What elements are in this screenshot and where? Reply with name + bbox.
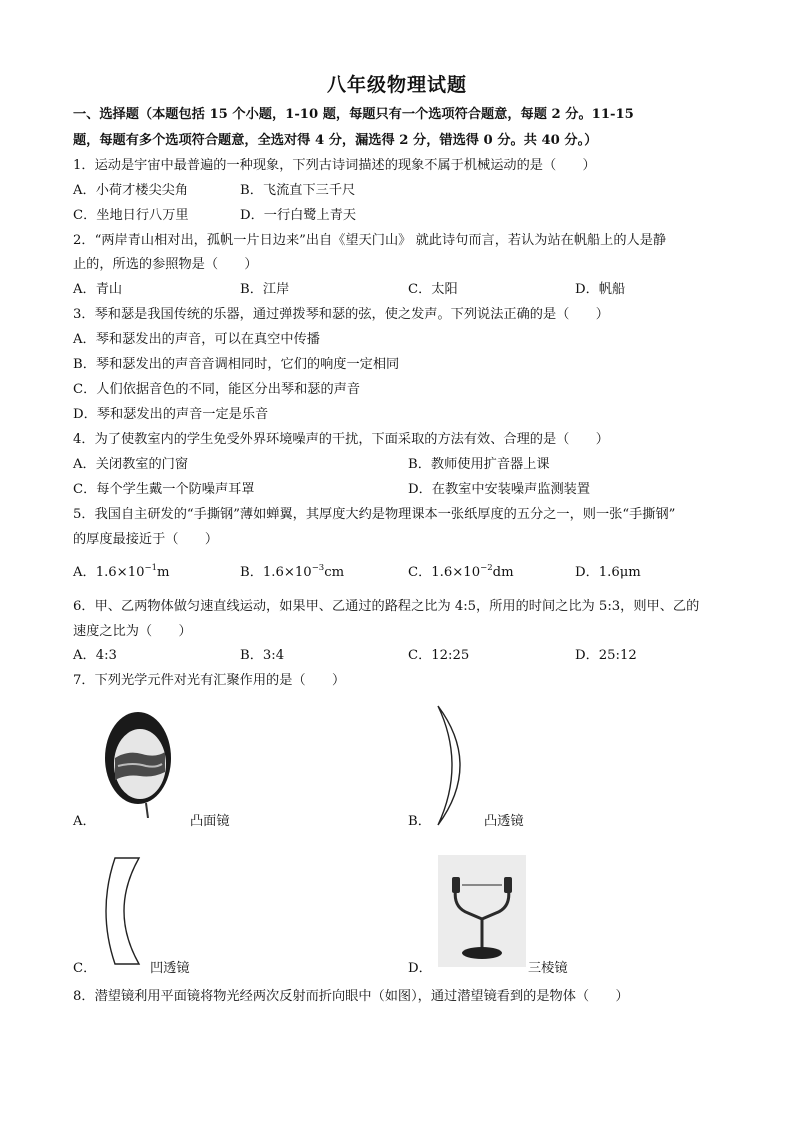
convex-lens-figure <box>430 703 480 828</box>
q4-option-c: C．每个学生戴一个防噪声耳罩 <box>73 482 255 497</box>
q3-stem: 3．琴和瑟是我国传统的乐器，通过弹拨琴和瑟的弦，使之发声。下列说法正确的是（ ） <box>73 307 609 322</box>
q7-option-b-caption: 凸透镜 <box>484 814 524 829</box>
q7-option-c-letter: C． <box>73 961 97 976</box>
convex-mirror-figure <box>98 706 182 818</box>
q6-option-a: A．4:3 <box>73 648 117 663</box>
q1-option-b: B．飞流直下三千尺 <box>240 183 356 198</box>
q2-option-a: A．青山 <box>73 282 123 297</box>
q7-option-c-caption: 凹透镜 <box>150 961 190 976</box>
q2-stem-line-1: 2．“两岸青山相对出，孤帆一片日边来”出自《望天门山》 就此诗句而言，若认为站在帆船上的人是静 <box>73 233 667 248</box>
concave-lens-figure <box>95 855 143 967</box>
q8-stem: 8．潜望镜利用平面镜将物光经两次反射而折向眼中（如图），通过潜望镜看到的是物体（ ） <box>73 989 629 1004</box>
q4-option-b: B．教师使用扩音器上课 <box>408 457 550 472</box>
q3-option-d: D．琴和瑟发出的声音一定是乐音 <box>73 407 269 422</box>
q7-option-d-caption: 三棱镜 <box>528 961 568 976</box>
q5-option-b: B．$1.6\times 10^{-3}cm$ <box>240 563 345 580</box>
q5-option-d: D．1.6μm <box>575 565 641 580</box>
q3-option-a: A．琴和瑟发出的声音，可以在真空中传播 <box>73 332 320 347</box>
q7-option-a-letter: A． <box>73 814 96 829</box>
lens-stand-figure <box>438 855 526 967</box>
q2-option-b: B．江岸 <box>240 282 290 297</box>
q5-stem-line-1: 5．我国自主研发的“手撕钢”薄如蝉翼，其厚度大约是物理课本一张纸厚度的五分之一，则一张“手撕钢” <box>73 507 676 522</box>
q1-option-d: D．一行白鹭上青天 <box>240 208 357 223</box>
q3-option-b: B．琴和瑟发出的声音音调相同时，它们的响度一定相同 <box>73 357 400 372</box>
q1-option-a: A．小荷才楼尖尖角 <box>73 183 189 198</box>
q2-option-c: C．太阳 <box>408 282 458 297</box>
q6-option-c: C．12:25 <box>408 648 470 663</box>
q1-stem: 1．运动是宇宙中最普遍的一种现象，下列古诗词描述的现象不属于机械运动的是（ ） <box>73 158 596 173</box>
q2-stem-line-2: 止的，所选的参照物是（ ） <box>73 257 258 272</box>
q7-stem: 7．下列光学元件对光有汇聚作用的是（ ） <box>73 673 346 688</box>
section-heading-line-2: 题，每题有多个选项符合题意，全选对得 4 分，漏选得 2 分，错选得 0 分。共 40 分。） <box>73 133 598 148</box>
q6-option-b: B．3:4 <box>240 648 285 663</box>
q6-option-d: D．25:12 <box>575 648 637 663</box>
q7-option-b-letter: B． <box>408 814 431 829</box>
q5-option-c: C．$1.6\times 10^{-2}dm$ <box>408 563 514 580</box>
q1-option-c: C．坐地日行八万里 <box>73 208 189 223</box>
q5-stem-line-2: 的厚度最接近于（ ） <box>73 532 219 547</box>
q2-option-d: D．帆船 <box>575 282 626 297</box>
q6-stem-line-2: 速度之比为（ ） <box>73 624 192 639</box>
q4-option-d: D．在教室中安装噪声监测装置 <box>408 482 591 497</box>
page-title: 八年级物理试题 <box>326 74 467 96</box>
q7-option-d-letter: D． <box>408 961 432 976</box>
q4-option-a: A．关闭教室的门窗 <box>73 457 189 472</box>
q7-option-a-caption: 凸面镜 <box>190 814 230 829</box>
q3-option-c: C．人们依据音色的不同，能区分出琴和瑟的声音 <box>73 382 361 397</box>
q4-stem: 4．为了使教室内的学生免受外界环境噪声的干扰，下面采取的方法有效、合理的是（ ） <box>73 432 609 447</box>
q5-option-a: A．$1.6\times 10^{-1}m$ <box>73 563 170 580</box>
q6-stem-line-1: 6．甲、乙两物体做匀速直线运动，如果甲、乙通过的路程之比为 4:5，所用的时间之比为 5:3，则甲、乙的 <box>73 599 700 614</box>
section-heading-line-1: 一、选择题（本题包括 15 个小题，1-10 题，每题只有一个选项符合题意，每题 2 分。11-15 <box>73 107 634 122</box>
